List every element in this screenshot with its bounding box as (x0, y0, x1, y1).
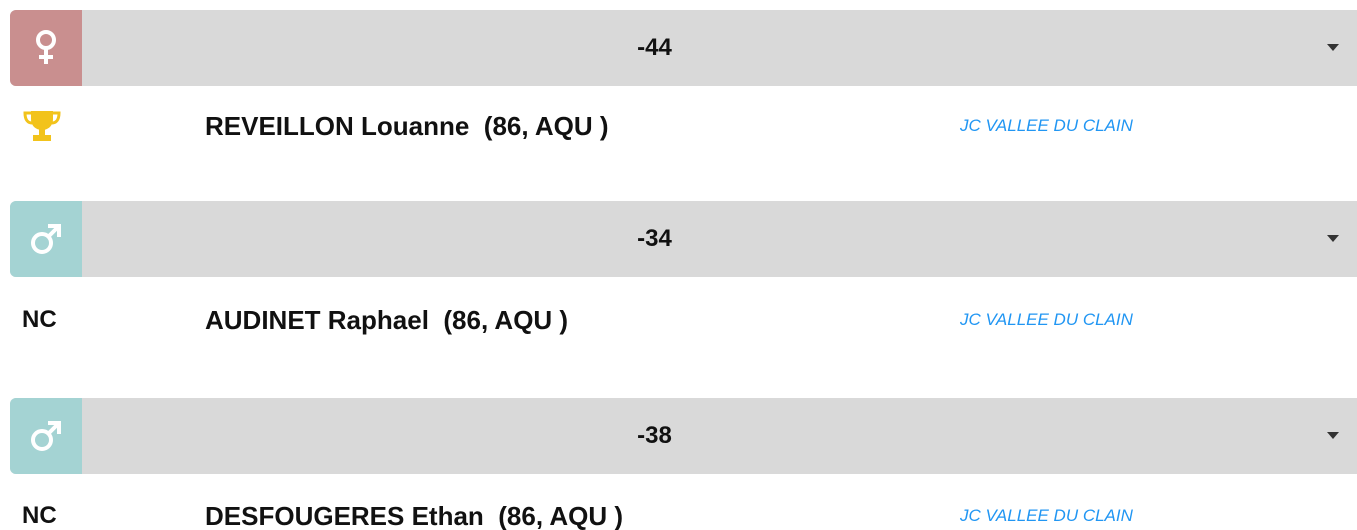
club-link[interactable]: JC VALLEE DU CLAIN (960, 310, 1133, 329)
category-header-34[interactable] (10, 201, 1357, 277)
chevron-down-icon[interactable] (1327, 432, 1339, 439)
category-header-38[interactable] (10, 398, 1357, 474)
chevron-down-icon[interactable] (1327, 235, 1339, 242)
category-title: -34 (637, 225, 672, 252)
result-row (0, 486, 1357, 530)
rank-label: NC (22, 306, 57, 333)
rank-trophy (22, 96, 62, 156)
athlete-name[interactable]: DESFOUGERES Ethan (86, AQU ) (205, 500, 623, 530)
category-title: -44 (637, 34, 672, 61)
chevron-down-icon[interactable] (1327, 44, 1339, 51)
rank-label: NC (22, 502, 57, 529)
athlete-name[interactable]: REVEILLON Louanne (86, AQU ) (205, 110, 609, 141)
category-title: -38 (637, 422, 672, 449)
athlete-name[interactable]: AUDINET Raphael (86, AQU ) (205, 304, 569, 335)
result-row (0, 96, 1357, 156)
male-symbol-icon (10, 201, 82, 277)
male-symbol-icon (10, 398, 82, 474)
category-header-44[interactable] (10, 10, 1357, 86)
club-link[interactable]: JC VALLEE DU CLAIN (960, 506, 1133, 525)
female-symbol-icon (10, 10, 82, 86)
result-row (0, 290, 1357, 350)
trophy-icon (22, 109, 62, 143)
club-link[interactable]: JC VALLEE DU CLAIN (960, 116, 1133, 135)
